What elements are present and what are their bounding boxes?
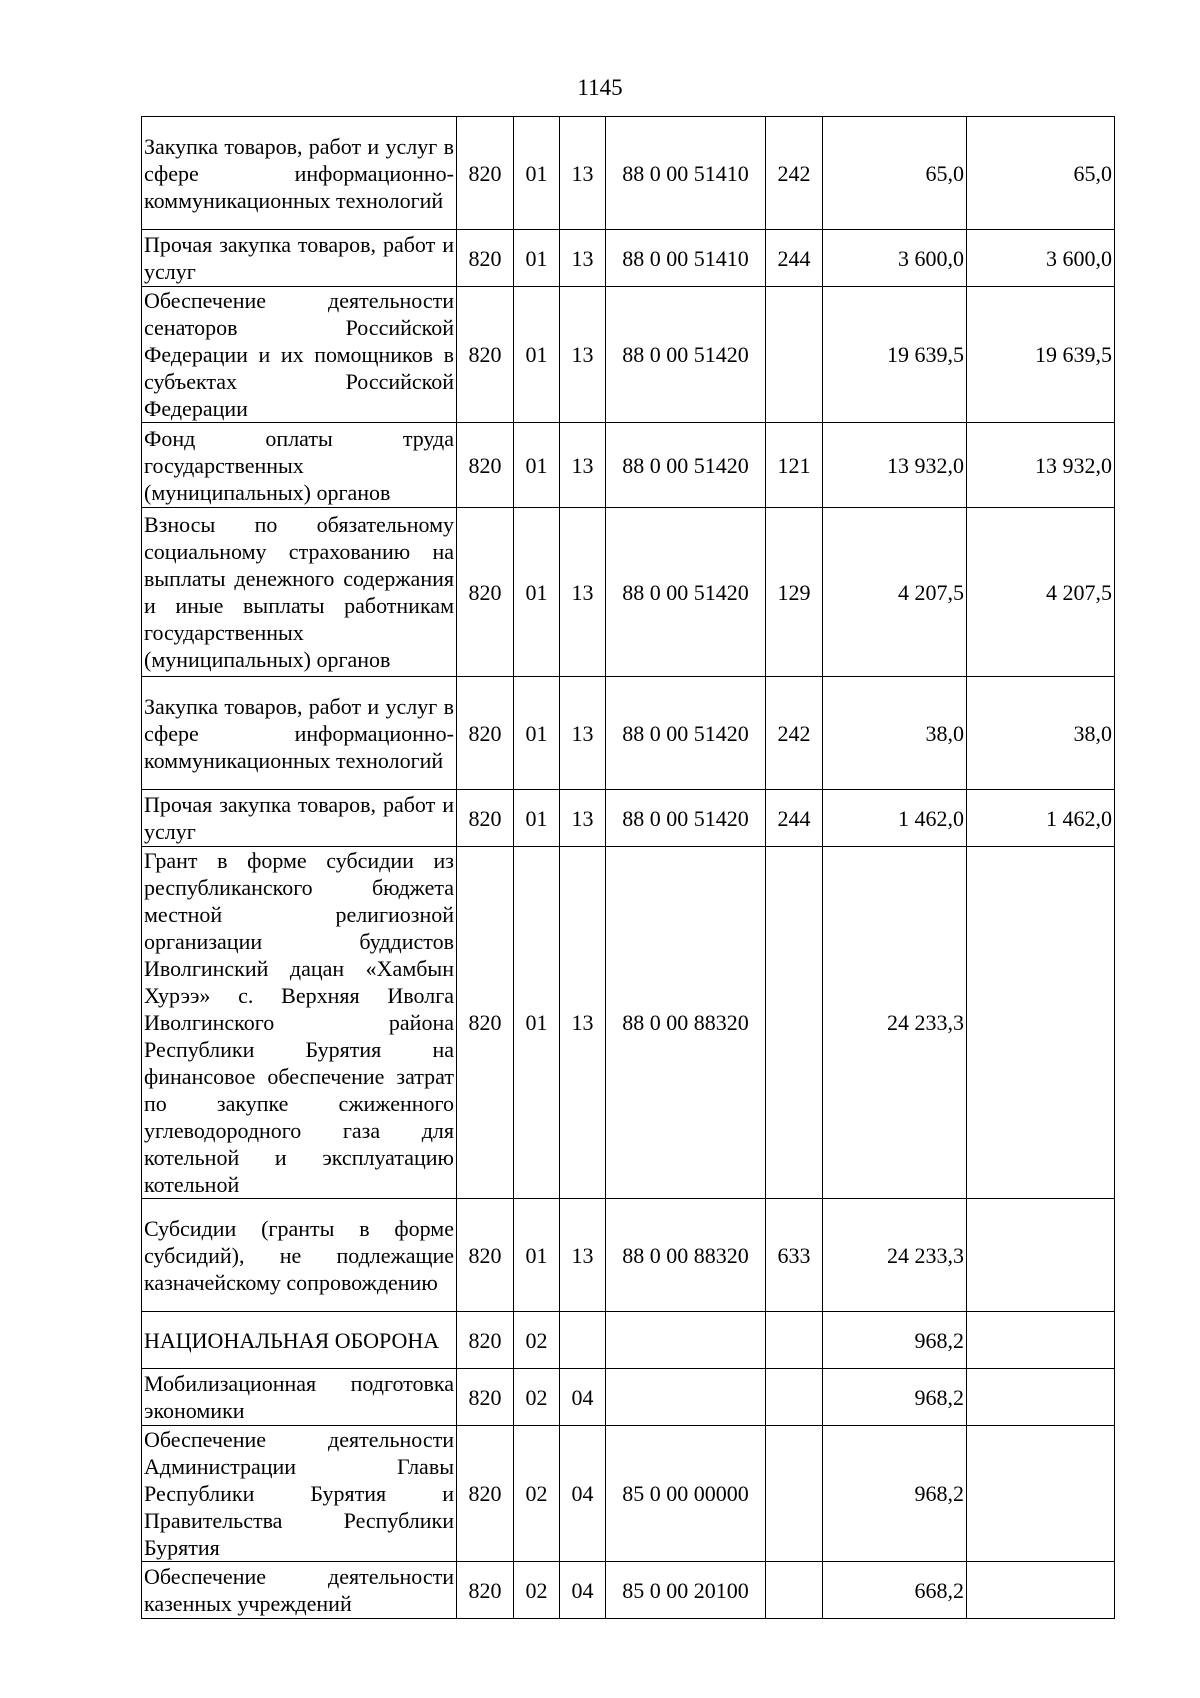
target-item-code: 88 0 00 51420 (606, 287, 766, 423)
section-code: 01 (514, 117, 560, 230)
budget-table (141, 116, 1115, 1619)
amount-1: 3 600,0 (823, 230, 967, 287)
section-code: 02 (514, 1562, 560, 1619)
amount-1: 24 233,3 (823, 847, 967, 1199)
target-item-code: 88 0 00 88320 (606, 847, 766, 1199)
amount-2: 19 639,5 (967, 287, 1115, 423)
target-item-code: 88 0 00 51420 (606, 790, 766, 847)
subsection-code: 13 (560, 790, 606, 847)
row-name: Прочая закупка товаров, работ и услуг (142, 790, 457, 847)
table-row (142, 1199, 1115, 1312)
page-number: 1145 (577, 75, 623, 100)
subsection-code: 13 (560, 677, 606, 790)
ministry-code: 820 (457, 1312, 514, 1369)
expense-type-code (766, 1426, 823, 1562)
row-name: Прочая закупка товаров, работ и услуг (142, 230, 457, 287)
ministry-code: 820 (457, 790, 514, 847)
target-item-code: 88 0 00 51410 (606, 117, 766, 230)
subsection-code: 04 (560, 1426, 606, 1562)
table-row (142, 677, 1115, 790)
row-name: НАЦИОНАЛЬНАЯ ОБОРОНА (142, 1312, 457, 1369)
target-item-code (606, 1369, 766, 1426)
row-name: Субсидии (гранты в форме субсидий), не подлежащие казначейскому сопровождению (142, 1199, 457, 1312)
table-row (142, 1562, 1115, 1619)
ministry-code: 820 (457, 677, 514, 790)
subsection-code (560, 1312, 606, 1369)
amount-2 (967, 1369, 1115, 1426)
ministry-code: 820 (457, 230, 514, 287)
row-name: Взносы по обязательному социальному страхованию на выплаты денежного содержания и иные выплаты работникам государственных (муниципальных) органов (142, 508, 457, 677)
expense-type-code (766, 1312, 823, 1369)
ministry-code: 820 (457, 847, 514, 1199)
amount-2 (967, 847, 1115, 1199)
amount-2: 65,0 (967, 117, 1115, 230)
target-item-code: 88 0 00 51420 (606, 677, 766, 790)
table-row (142, 1426, 1115, 1562)
target-item-code: 88 0 00 51420 (606, 508, 766, 677)
ministry-code: 820 (457, 287, 514, 423)
subsection-code: 13 (560, 1199, 606, 1312)
section-code: 02 (514, 1426, 560, 1562)
section-code: 01 (514, 423, 560, 508)
expense-type-code (766, 287, 823, 423)
amount-1: 968,2 (823, 1369, 967, 1426)
subsection-code: 13 (560, 423, 606, 508)
target-item-code: 85 0 00 00000 (606, 1426, 766, 1562)
expense-type-code (766, 1562, 823, 1619)
ministry-code: 820 (457, 1562, 514, 1619)
amount-1: 668,2 (823, 1562, 967, 1619)
amount-1: 968,2 (823, 1312, 967, 1369)
table-row (142, 117, 1115, 230)
amount-2 (967, 1562, 1115, 1619)
section-code: 01 (514, 287, 560, 423)
expense-type-code: 121 (766, 423, 823, 508)
section-code: 01 (514, 677, 560, 790)
amount-1: 38,0 (823, 677, 967, 790)
table-row (142, 847, 1115, 1199)
amount-2: 4 207,5 (967, 508, 1115, 677)
amount-1: 1 462,0 (823, 790, 967, 847)
table-row (142, 508, 1115, 677)
subsection-code: 13 (560, 287, 606, 423)
ministry-code: 820 (457, 1369, 514, 1426)
subsection-code: 13 (560, 508, 606, 677)
target-item-code: 88 0 00 51420 (606, 423, 766, 508)
row-name: Грант в форме субсидии из республиканского бюджета местной религиозной организации буддистов Иволгинский дацан «Хамбын Хурээ» с. Верхняя Иволга Иволгинского района Республики Бурятия на финансовое обеспечение затрат по закупке сжиженного углеводородного газа для котельной и эксплуатацию котельной (142, 847, 457, 1199)
table-row (142, 790, 1115, 847)
row-name: Фонд оплаты труда государственных (муниципальных) органов (142, 423, 457, 508)
expense-type-code (766, 847, 823, 1199)
amount-2 (967, 1426, 1115, 1562)
expense-type-code (766, 1369, 823, 1426)
target-item-code: 88 0 00 88320 (606, 1199, 766, 1312)
row-name: Мобилизационная подготовка экономики (142, 1369, 457, 1426)
amount-1: 968,2 (823, 1426, 967, 1562)
section-code: 02 (514, 1312, 560, 1369)
section-code: 01 (514, 847, 560, 1199)
amount-1: 19 639,5 (823, 287, 967, 423)
ministry-code: 820 (457, 117, 514, 230)
target-item-code (606, 1312, 766, 1369)
subsection-code: 13 (560, 230, 606, 287)
target-item-code: 88 0 00 51410 (606, 230, 766, 287)
expense-type-code: 633 (766, 1199, 823, 1312)
subsection-code: 13 (560, 847, 606, 1199)
expense-type-code: 244 (766, 230, 823, 287)
section-code: 01 (514, 230, 560, 287)
expense-type-code: 242 (766, 117, 823, 230)
subsection-code: 04 (560, 1562, 606, 1619)
table-row (142, 423, 1115, 508)
section-code: 01 (514, 508, 560, 677)
amount-2: 13 932,0 (967, 423, 1115, 508)
table-row (142, 230, 1115, 287)
row-name: Обеспечение деятельности казенных учреждений (142, 1562, 457, 1619)
amount-2: 3 600,0 (967, 230, 1115, 287)
amount-2 (967, 1312, 1115, 1369)
amount-2 (967, 1199, 1115, 1312)
amount-1: 4 207,5 (823, 508, 967, 677)
amount-1: 13 932,0 (823, 423, 967, 508)
expense-type-code: 129 (766, 508, 823, 677)
ministry-code: 820 (457, 423, 514, 508)
row-name: Обеспечение деятельности Администрации Главы Республики Бурятия и Правительства Республики Бурятия (142, 1426, 457, 1562)
expense-type-code: 242 (766, 677, 823, 790)
section-code: 01 (514, 1199, 560, 1312)
amount-1: 65,0 (823, 117, 967, 230)
table-row (142, 287, 1115, 423)
subsection-code: 04 (560, 1369, 606, 1426)
amount-1: 24 233,3 (823, 1199, 967, 1312)
target-item-code: 85 0 00 20100 (606, 1562, 766, 1619)
subsection-code: 13 (560, 117, 606, 230)
table-row (142, 1312, 1115, 1369)
ministry-code: 820 (457, 508, 514, 677)
row-name: Обеспечение деятельности сенаторов Российской Федерации и их помощников в субъектах Российской Федерации (142, 287, 457, 423)
amount-2: 1 462,0 (967, 790, 1115, 847)
row-name: Закупка товаров, работ и услуг в сфере информационно-коммуникационных технологий (142, 117, 457, 230)
expense-type-code: 244 (766, 790, 823, 847)
table-row (142, 1369, 1115, 1426)
ministry-code: 820 (457, 1426, 514, 1562)
section-code: 02 (514, 1369, 560, 1426)
ministry-code: 820 (457, 1199, 514, 1312)
row-name: Закупка товаров, работ и услуг в сфере информационно-коммуникационных технологий (142, 677, 457, 790)
amount-2: 38,0 (967, 677, 1115, 790)
section-code: 01 (514, 790, 560, 847)
